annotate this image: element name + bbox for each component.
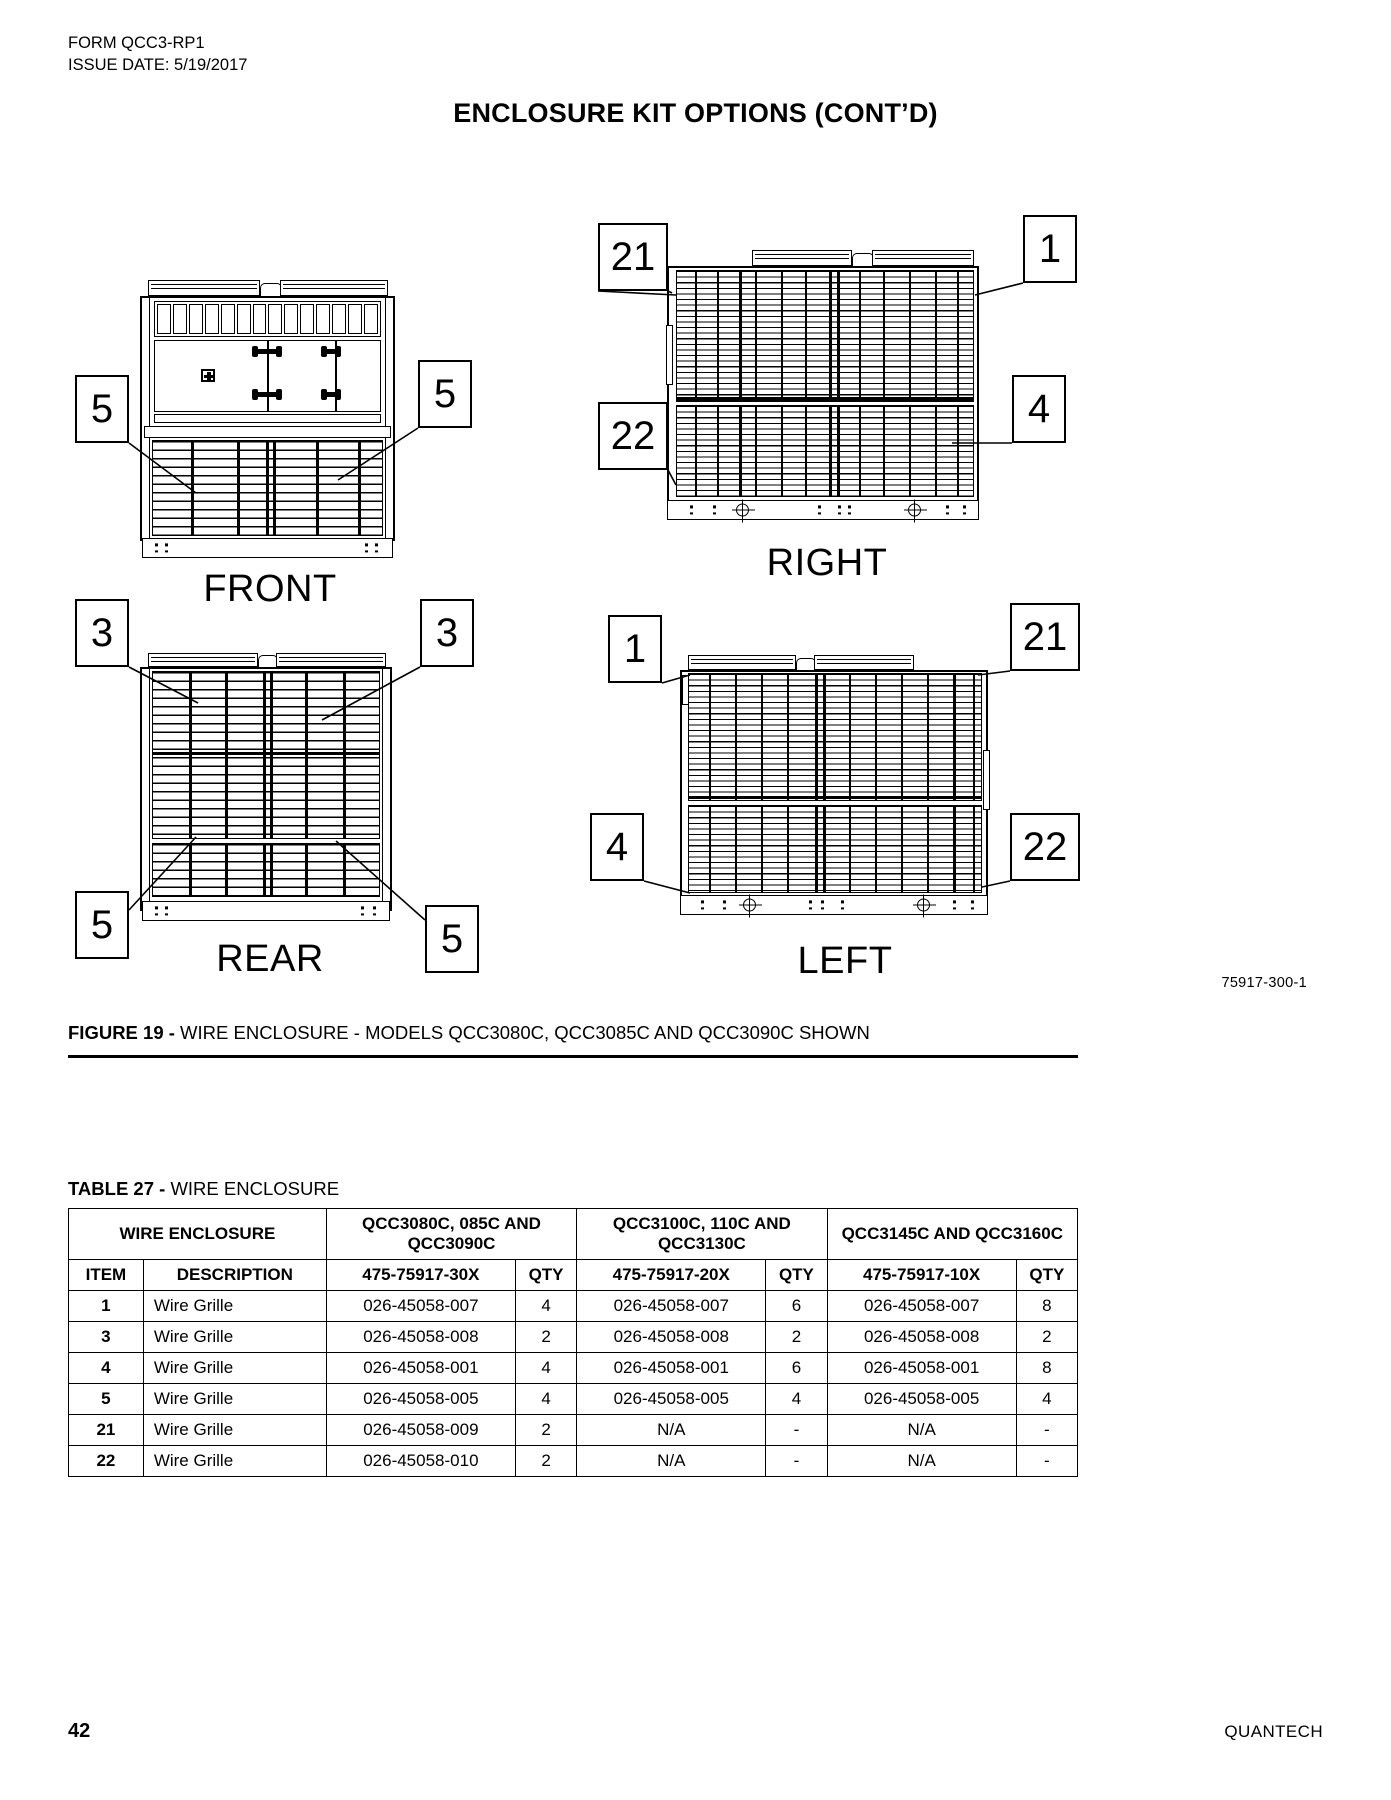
callout-rear-top-right[interactable]: 3 (420, 599, 474, 667)
cell-pn-a: 026-45058-010 (326, 1446, 515, 1477)
cell-pn-b: N/A (577, 1415, 766, 1446)
cell-item: 4 (69, 1353, 144, 1384)
cell-item: 3 (69, 1322, 144, 1353)
view-label-left: LEFT (797, 940, 893, 982)
col-qty-a: QTY (515, 1260, 576, 1291)
cell-qty-c: 8 (1016, 1353, 1077, 1384)
cell-pn-c: N/A (827, 1446, 1016, 1477)
cell-description: Wire Grille (143, 1384, 326, 1415)
cell-description: Wire Grille (143, 1415, 326, 1446)
cell-pn-c: 026-45058-008 (827, 1322, 1016, 1353)
table-row (69, 1384, 1078, 1415)
table-group-header-row (69, 1209, 1078, 1260)
callout-rear-bottom-right[interactable]: 5 (425, 905, 479, 973)
cell-pn-b: 026-45058-007 (577, 1291, 766, 1322)
callout-rear-bottom-left[interactable]: 5 (75, 891, 129, 959)
drawing-number: 75917-300-1 (1221, 975, 1307, 991)
table-model-group-1: QCC3080C, 085C AND QCC3090C (326, 1209, 576, 1260)
callout-left-top-left[interactable]: 1 (608, 615, 662, 683)
footer-brand: QUANTECH (1224, 1722, 1323, 1741)
callout-right-top-left[interactable]: 21 (598, 223, 668, 291)
document-header (68, 32, 247, 77)
cell-pn-a: 026-45058-008 (326, 1322, 515, 1353)
callout-right-top-right[interactable]: 1 (1023, 215, 1077, 283)
view-label-front: FRONT (203, 568, 337, 610)
col-kit-c: 475-75917-10X (827, 1260, 1016, 1291)
callout-right-mid-left[interactable]: 22 (598, 402, 668, 470)
cell-qty-c: 2 (1016, 1322, 1077, 1353)
table-row (69, 1415, 1078, 1446)
col-qty-c: QTY (1016, 1260, 1077, 1291)
col-qty-b: QTY (766, 1260, 827, 1291)
cell-qty-a: 2 (515, 1415, 576, 1446)
cell-pn-b: 026-45058-005 (577, 1384, 766, 1415)
cell-description: Wire Grille (143, 1322, 326, 1353)
table-title-prefix: TABLE 27 - (68, 1178, 166, 1199)
table-row (69, 1446, 1078, 1477)
cell-qty-a: 4 (515, 1353, 576, 1384)
cell-pn-a: 026-45058-009 (326, 1415, 515, 1446)
cell-pn-c: 026-45058-007 (827, 1291, 1016, 1322)
cell-pn-a: 026-45058-001 (326, 1353, 515, 1384)
figure-caption (68, 1022, 1078, 1044)
cell-qty-b: 2 (766, 1322, 827, 1353)
table-row (69, 1322, 1078, 1353)
col-description: DESCRIPTION (143, 1260, 326, 1291)
col-kit-a: 475-75917-30X (326, 1260, 515, 1291)
cell-pn-c: N/A (827, 1415, 1016, 1446)
cell-item: 5 (69, 1384, 144, 1415)
cell-qty-c: 8 (1016, 1291, 1077, 1322)
table-row (69, 1353, 1078, 1384)
cell-item: 21 (69, 1415, 144, 1446)
cell-qty-c: - (1016, 1415, 1077, 1446)
cell-description: Wire Grille (143, 1353, 326, 1384)
cell-qty-b: - (766, 1446, 827, 1477)
col-kit-b: 475-75917-20X (577, 1260, 766, 1291)
cell-pn-c: 026-45058-001 (827, 1353, 1016, 1384)
cell-qty-b: 4 (766, 1384, 827, 1415)
cell-qty-a: 2 (515, 1446, 576, 1477)
cell-item: 22 (69, 1446, 144, 1477)
callout-rear-top-left[interactable]: 3 (75, 599, 129, 667)
cell-pn-b: 026-45058-008 (577, 1322, 766, 1353)
cell-item: 1 (69, 1291, 144, 1322)
cell-pn-b: N/A (577, 1446, 766, 1477)
page-number: 42 (68, 1720, 91, 1742)
col-item: ITEM (69, 1260, 144, 1291)
figure-19-drawings (0, 175, 1391, 1025)
form-number: FORM QCC3-RP1 (68, 34, 205, 52)
view-label-right: RIGHT (766, 542, 888, 584)
cell-qty-c: - (1016, 1446, 1077, 1477)
callout-left-bottom-right[interactable]: 22 (1010, 813, 1080, 881)
cell-qty-a: 2 (515, 1322, 576, 1353)
cell-qty-b: 6 (766, 1353, 827, 1384)
callout-right-mid-right[interactable]: 4 (1012, 375, 1066, 443)
cell-qty-b: - (766, 1415, 827, 1446)
table-title (68, 1178, 339, 1200)
cell-pn-b: 026-45058-001 (577, 1353, 766, 1384)
cell-description: Wire Grille (143, 1291, 326, 1322)
cell-pn-a: 026-45058-007 (326, 1291, 515, 1322)
table-model-group-3: QCC3145C AND QCC3160C (827, 1209, 1077, 1260)
callout-left-top-right[interactable]: 21 (1010, 603, 1080, 671)
cell-qty-a: 4 (515, 1291, 576, 1322)
table-title-text: WIRE ENCLOSURE (165, 1178, 340, 1199)
table-column-header-row (69, 1260, 1078, 1291)
wire-enclosure-parts-table (68, 1208, 1078, 1477)
cell-qty-a: 4 (515, 1384, 576, 1415)
figure-caption-rule (68, 1055, 1078, 1058)
leader-left-22 (0, 175, 1391, 1025)
table-model-group-2: QCC3100C, 110C AND QCC3130C (577, 1209, 827, 1260)
cell-qty-b: 6 (766, 1291, 827, 1322)
table-group-label: WIRE ENCLOSURE (69, 1209, 327, 1260)
table-row (69, 1291, 1078, 1322)
cell-qty-c: 4 (1016, 1384, 1077, 1415)
figure-caption-text: WIRE ENCLOSURE - MODELS QCC3080C, QCC3085C AND QCC3090C SHOWN (174, 1022, 870, 1043)
callout-front-left[interactable]: 5 (75, 375, 129, 443)
figure-caption-prefix: FIGURE 19 - (68, 1022, 175, 1043)
cell-pn-c: 026-45058-005 (827, 1384, 1016, 1415)
issue-date: ISSUE DATE: 5/19/2017 (68, 56, 248, 75)
cell-description: Wire Grille (143, 1446, 326, 1477)
callout-left-bottom-left[interactable]: 4 (590, 813, 644, 881)
page-title: ENCLOSURE KIT OPTIONS (CONT’D) (453, 98, 938, 128)
view-label-rear: REAR (216, 938, 324, 980)
cell-pn-a: 026-45058-005 (326, 1384, 515, 1415)
callout-front-right[interactable]: 5 (418, 360, 472, 428)
